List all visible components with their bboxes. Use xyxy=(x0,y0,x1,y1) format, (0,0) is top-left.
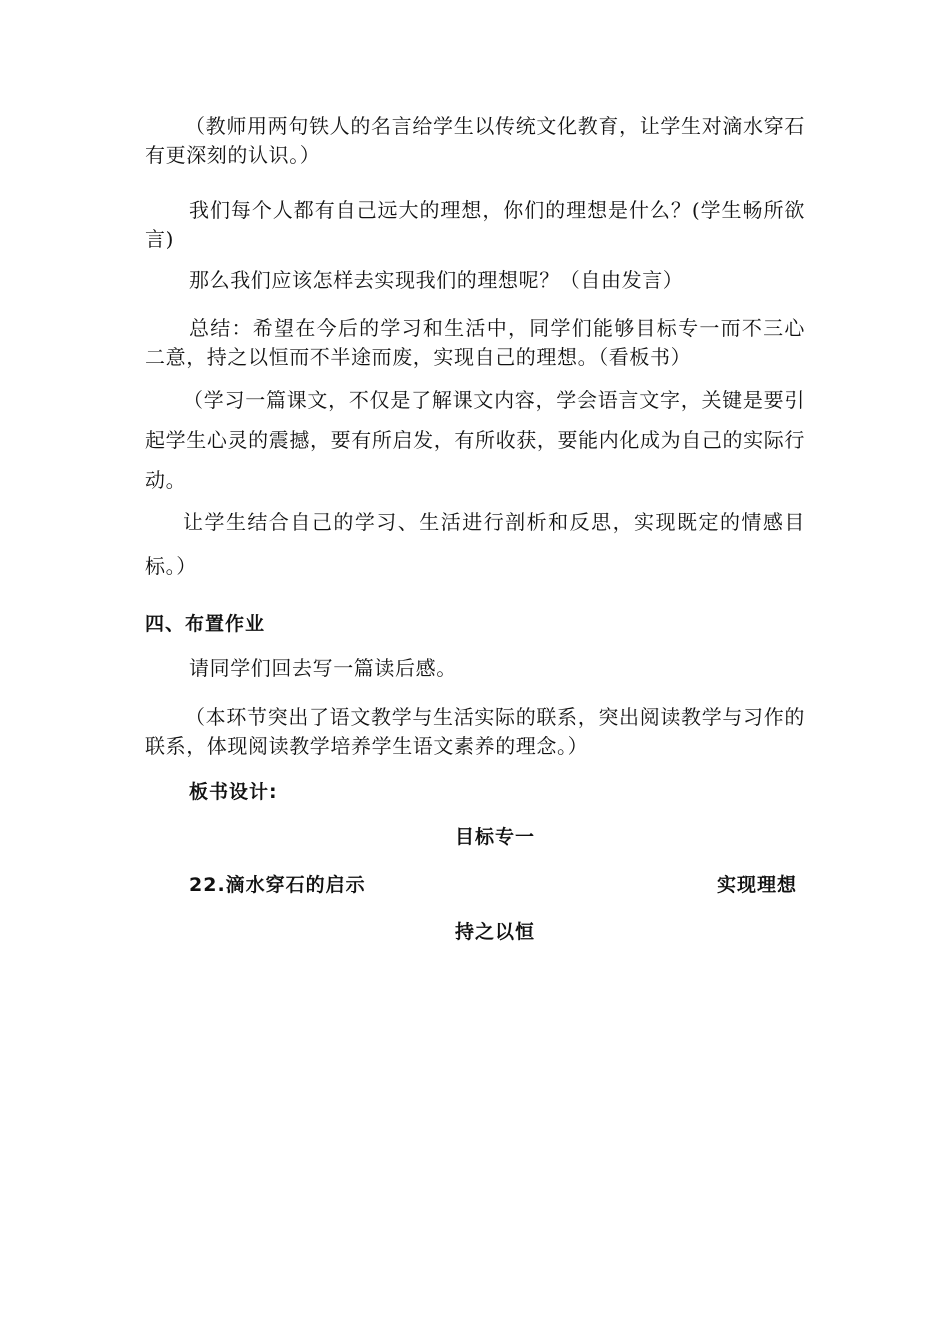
board-design-bottom: 持之以恒 xyxy=(455,921,536,943)
paragraph-how-to-realize: 那么我们应该怎样去实现我们的理想呢？（自由发言） xyxy=(189,268,684,292)
paragraph-reflection-note: （学习一篇课文，不仅是了解课文内容，学会语言文字，关键是要引起学生心灵的震撼，要有所启发，有所收获，要能内化成为自己的实际行动。 xyxy=(145,388,805,492)
paragraph-summary: 总结：希望在今后的学习和生活中，同学们能够目标专一而不三心二意，持之以恒而不半途而废，实现自己的理想。（看板书） xyxy=(145,316,805,369)
paragraph-homework-task: 请同学们回去写一篇读后感。 xyxy=(189,656,457,680)
paragraph-teacher-note: （教师用两句铁人的名言给学生以传统文化教育，让学生对滴水穿石有更深刻的认识。） xyxy=(145,114,805,167)
board-design-right: 实现理想 xyxy=(717,874,798,896)
board-design-label: 板书设计: xyxy=(189,781,278,803)
board-design-top: 目标专一 xyxy=(455,826,536,848)
paragraph-homework-note: （本环节突出了语文教学与生活实际的联系，突出阅读教学与习作的联系，体现阅读教学培养学生语文素养的理念。） xyxy=(145,705,805,758)
paragraph-emotion-goal: 让学生结合自己的学习、生活进行剖析和反思，实现既定的情感目标。） xyxy=(145,510,805,578)
paragraph-ideal-question: 我们每个人都有自己远大的理想，你们的理想是什么？(学生畅所欲言) xyxy=(145,198,805,251)
section-heading-homework: 四、布置作业 xyxy=(145,613,266,635)
board-design-title: 22.滴水穿石的启示 xyxy=(189,874,366,896)
